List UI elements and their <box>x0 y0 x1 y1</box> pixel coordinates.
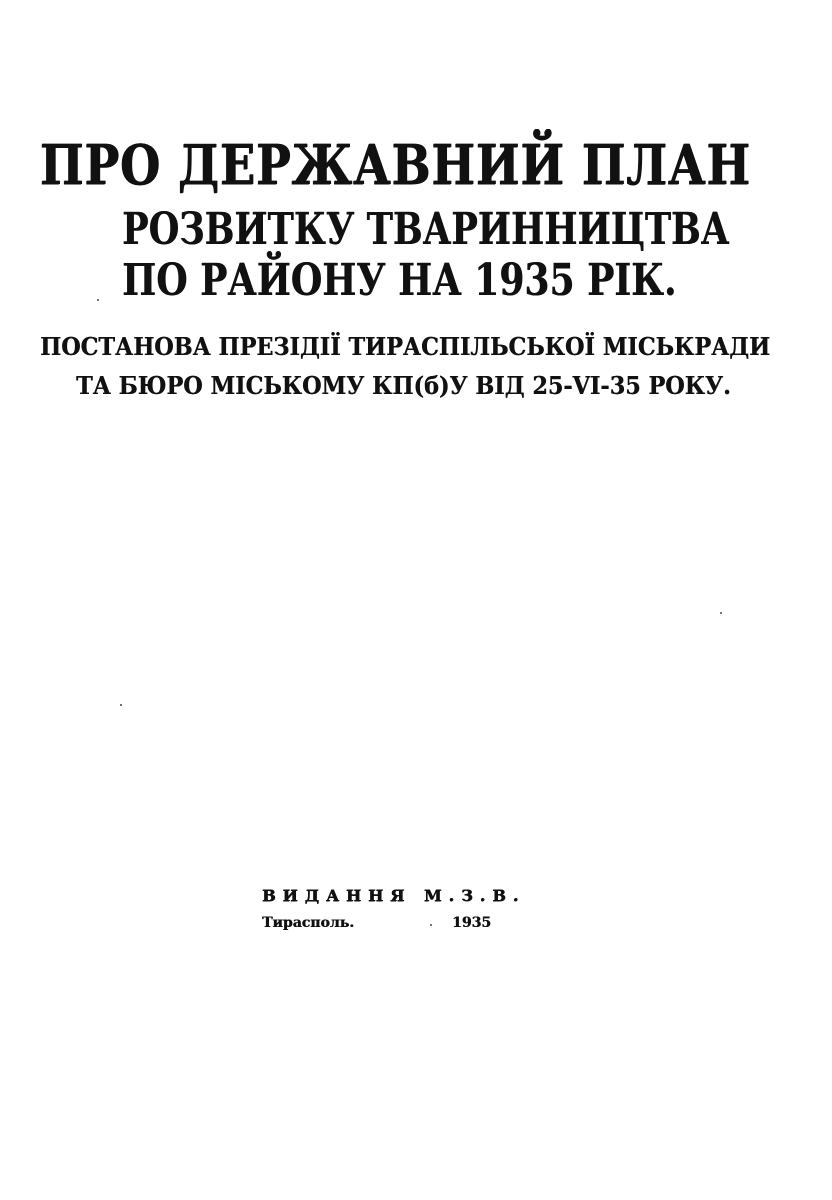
title-line-2: РОЗВИТКУ ТВАРИННИЦТВА <box>122 204 730 255</box>
print-speck <box>430 924 432 926</box>
title-line-3: ПО РАЙОНУ НА 1935 РІК. <box>122 255 677 306</box>
publication-year: 1935 <box>452 915 491 931</box>
publication-city: Тирасполь. <box>262 915 355 931</box>
title-line-1: ПРО ДЕРЖАВНИЙ ПЛАН <box>40 132 751 197</box>
subtitle-line-1: ПОСТАНОВА ПРЕЗІДІЇ ТИРАСПІЛЬСЬКОЇ МІСЬКРАДИ <box>40 332 771 361</box>
print-speck <box>720 612 722 614</box>
subtitle-line-2: ТА БЮРО МІСЬКОМУ КП(б)У ВІД 25-VI-35 РОКУ. <box>76 371 731 400</box>
print-speck <box>97 299 99 301</box>
publisher-imprint: ВИДАННЯ М.З.В. <box>262 886 526 905</box>
print-speck <box>120 704 122 706</box>
